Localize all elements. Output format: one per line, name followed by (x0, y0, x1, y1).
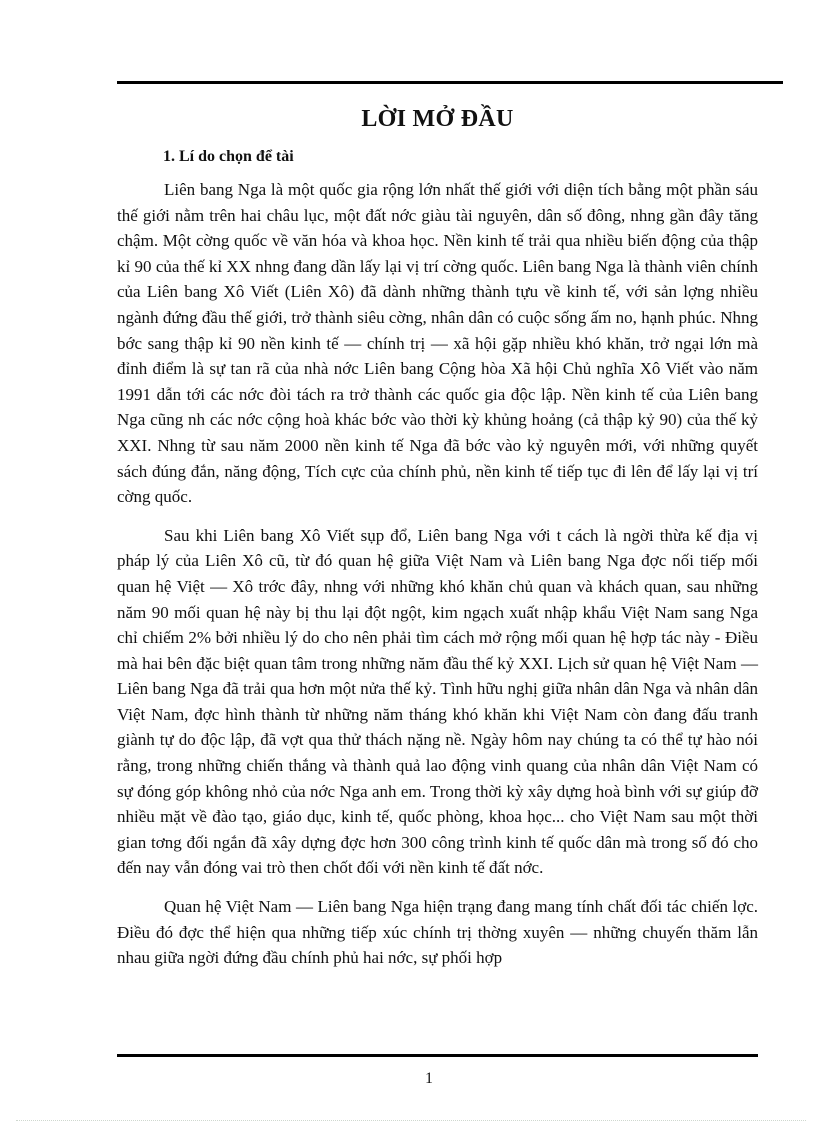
page-title: LỜI MỞ ĐẦU (361, 106, 514, 132)
paragraph: Liên bang Nga là một quốc gia rộng lớn nhất thế giới với diện tích bằng một phần sáu thế giới nằm trên hai châu lục, một đất nớc giàu tài nguyên, dân số đông, nhng gần đây tăng chậm. Một cờng quốc về văn hóa và khoa học. Nền kinh tế trải qua nhiều biến động của thập kỉ 90 của thế kỉ XX nhng đang dần lấy lại vị trí cờng quốc. Liên bang Nga là thành viên chính của Liên bang Xô Viết (Liên Xô) đã dành những thành tựu về kinh tế, với sản lợng nhiều ngành đứng đầu thế giới, trở thành siêu cờng, nhân dân có cuộc sống ấm no, hạnh phúc. Nhng bớc sang thập kỉ 90 nền kinh tế — chính trị — xã hội gặp nhiều khó khăn, trở ngại lớn mà đỉnh điểm là sự tan rã của nhà nớc Liên bang Cộng hòa Xã hội Chủ nghĩa Xô Viết vào năm 1991 dẫn tới các nớc đòi tách ra trở thành các quốc gia độc lập. Nền kinh tế của Liên bang Nga cũng nh các nớc cộng hoà khác bớc vào thời kỳ khủng hoảng (cả thập kỷ 90) của thế kỷ XXI. Nhng từ sau năm 2000 nền kinh tế Nga đã bớc vào kỷ nguyên mới, với những quyết sách đúng đắn, năng động, Tích cực của chính phủ, nền kinh tế tiếp tục đi lên để lấy lại vị trí cờng quốc. (117, 180, 758, 507)
header-rule (117, 81, 783, 84)
footer-rule (117, 1054, 758, 1057)
paragraph: Sau khi Liên bang Xô Viết sụp đổ, Liên bang Nga với t cách là ngời thừa kế địa vị pháp lý của Liên Xô cũ, từ đó quan hệ giữa Việt Nam và Liên bang Nga đợc nối tiếp mối quan hệ Việt — Xô trớc đây, nhng với những khó khăn chủ quan và khách quan, sau những năm 90 mối quan hệ này bị thu lại đột ngột, kim ngạch xuất nhập khẩu Việt Nam sang Nga chỉ chiếm 2% bởi nhiều lý do cho nên phải tìm cách mở rộng mối quan hệ hợp tác này - Điều mà hai bên đặc biệt quan tâm trong những năm đầu thế kỷ XXI. Lịch sử quan hệ Việt Nam — Liên bang Nga đã trải qua hơn một nửa thế kỷ. Tình hữu nghị giữa nhân dân Nga và nhân dân Việt Nam, đợc hình thành từ những năm tháng khó khăn khi Việt Nam còn đang đấu tranh giành tự do độc lập, đã vợt qua thử thách nặng nề. Ngày hôm nay chúng ta có thể tự hào nói rằng, trong những chiến thắng và thành quả lao động vinh quang của nhân dân Việt Nam có sự đóng góp không nhỏ của nớc Nga anh em. Trong thời kỳ xây dựng hoà bình với sự giúp đỡ nhiều mặt về đào tạo, giáo dục, kinh tế, quốc phòng, khoa học... cho Việt Nam sau một thời gian tơng đối ngắn đã xây dựng đợc hơn 300 công trình kinh tế quốc dân mà trong số đó cho đến nay vẫn đóng vai trò then chốt đối với nền kinh tế đất nớc. (117, 525, 758, 878)
section-heading: 1. Lí do chọn để tài (163, 148, 294, 165)
page-boundary (16, 1120, 806, 1121)
page-number: 1 (425, 1070, 433, 1087)
paragraph: Quan hệ Việt Nam — Liên bang Nga hiện trạng đang mang tính chất đối tác chiến lợc. Điều đó đợc thể hiện qua những tiếp xúc chính trị thờng xuyên — những chuyến thăm lẫn nhau giữa ngời đứng đầu chính phủ hai nớc, sự phối hợp (117, 897, 758, 968)
body-text (117, 177, 758, 984)
